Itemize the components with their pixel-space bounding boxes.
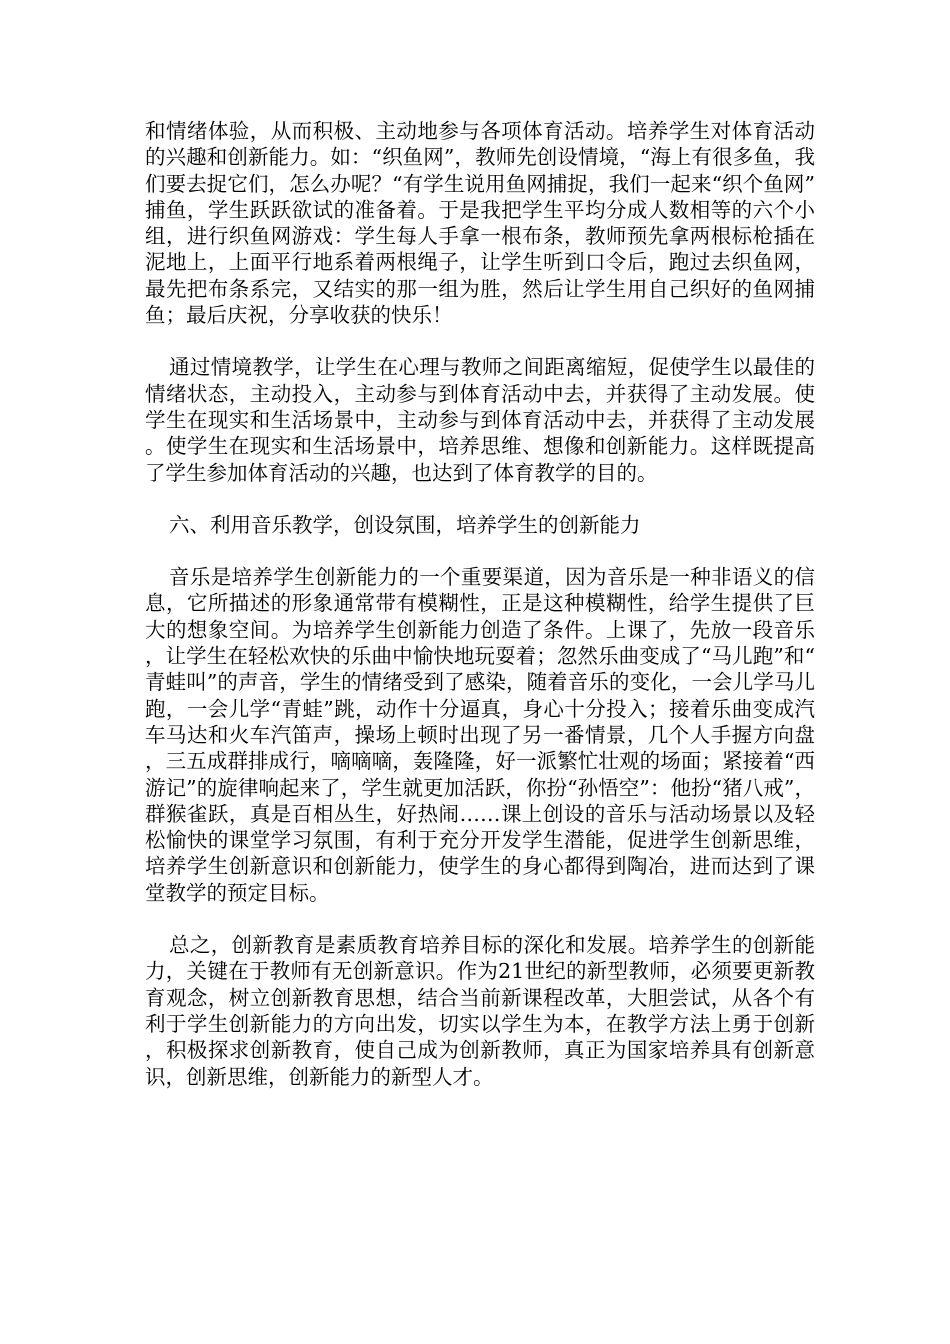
- paragraph-conclusion: 总之，创新教育是素质教育培养目标的深化和发展。培养学生的创新能力，关键在于教师有无创新意识。作为21世纪的新型教师，必须要更新教育观念，树立创新教育思想，结合当前新课程改革，大胆尝试，从各个有利于学生创新能力的方向出发，切实以学生为本，在教学方法上勇于创新，积极探求创新教育，使自己成为创新教师，真正为国家培养具有创新意识，创新思维，创新能力的新型人才。: [145, 933, 815, 1089]
- paragraph-music-teaching: 音乐是培养学生创新能力的一个重要渠道，因为音乐是一种非语义的信息，它所描述的形象通常带有模糊性，正是这种模糊性，给学生提供了巨大的想象空间。为培养学生创新能力创造了条件。上课了，先放一段音乐，让学生在轻松欢快的乐曲中愉快地玩耍着；忽然乐曲变成了“马儿跑”和“青蛙叫”的声音，学生的情绪受到了感染，随着音乐的变化，一会儿学马儿跑，一会儿学“青蛙”跳，动作十分逼真，身心十分投入；接着乐曲变成汽车马达和火车汽笛声，操场上顿时出现了另一番情景，几个人手握方向盘，三五成群排成行，嘀嘀嘀，轰隆隆，好一派繁忙壮观的场面；紧接着“西游记”的旋律响起来了，学生就更加活跃，你扮“孙悟空”：他扮“猪八戒”，群猴雀跃，真是百相丛生，好热闹……课上创设的音乐与活动场景以及轻松愉快的课堂学习氛围，有利于充分开发学生潜能，促进学生创新思维，培养学生创新意识和创新能力，使学生的身心都得到陶冶，进而达到了课堂教学的预定目标。: [145, 565, 815, 905]
- paragraph-situational-teaching: 通过情境教学，让学生在心理与教师之间距离缩短，促使学生以最佳的情绪状态，主动投入，主动参与到体育活动中去，并获得了主动发展。使学生在现实和生活场景中，主动参与到体育活动中去，并获得了主动发展。使学生在现实和生活场景中，培养思维、想像和创新能力。这样既提高了学生参加体育活动的兴趣，也达到了体育教学的目的。: [145, 355, 815, 485]
- section-heading-music: 六、利用音乐教学，创设氛围，培养学生的创新能力: [169, 512, 641, 537]
- paragraph-continuation: 和情绪体验，从而积极、主动地参与各项体育活动。培养学生对体育活动的兴趣和创新能力。如：“织鱼网”，教师先创设情境，“海上有很多鱼，我们要去捉它们，怎么办呢？“有学生说用鱼网捕捉，我们一起来“织个鱼网”捕鱼，学生跃跃欲试的准备着。于是我把学生平均分成人数相等的六个小组，进行织鱼网游戏：学生每人手拿一根布条，教师预先拿两根标枪插在泥地上，上面平行地系着两根绳子，让学生听到口令后，跑过去织鱼网，最先把布条系完，又结实的那一组为胜，然后让学生用自己织好的鱼网捕鱼；最后庆祝，分享收获的快乐！: [145, 119, 815, 328]
- document-page: [145, 118, 815, 1116]
